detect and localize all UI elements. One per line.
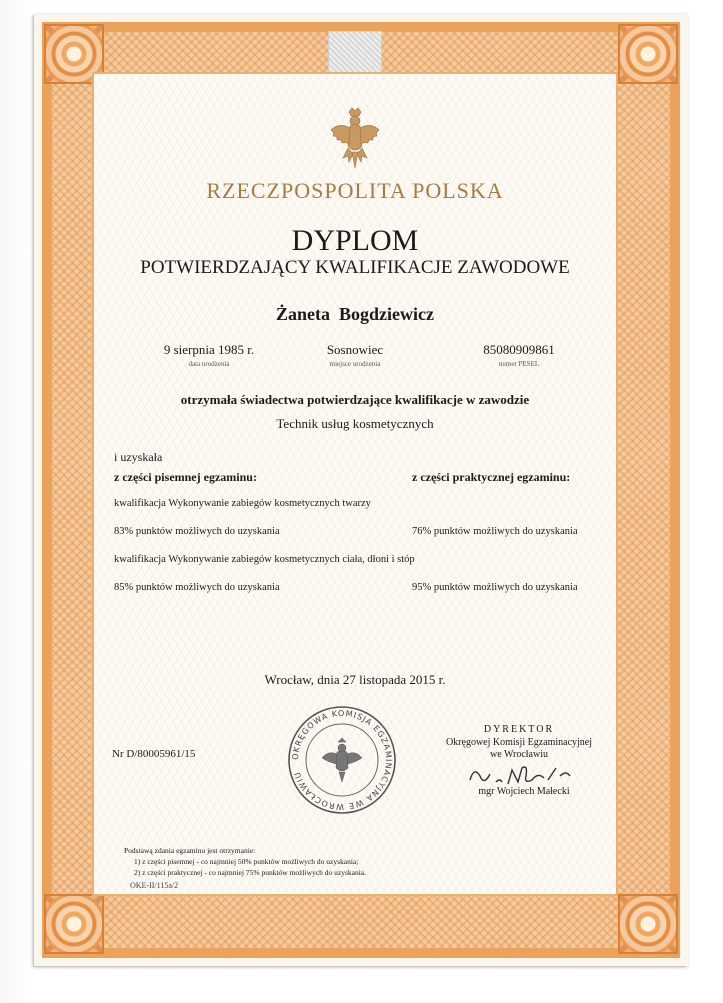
obtained-text: i uzyskała [114, 450, 163, 464]
birth-place: Sosnowiec [326, 342, 384, 357]
corner-ornament-bottom-right [618, 894, 678, 954]
polish-eagle-emblem-icon [329, 106, 381, 170]
signatory-institution-line2: we Wrocławiu [489, 749, 548, 760]
diploma-number: Nr D/80005961/15 [112, 748, 196, 760]
svg-text:OKRĘGOWA KOMISJA EGZAMINACYJNA: OKRĘGOWA KOMISJA EGZAMINACYJNA WE WROCŁAWIU [290, 708, 394, 812]
pesel-caption: numer PESEL [498, 360, 540, 368]
birth-date: 9 sierpnia 1985 r. [163, 342, 255, 357]
footer-rule-2: 2) z części praktycznej - co najmniej 75% punktów możliwych do uzyskania. [134, 868, 367, 877]
diploma-title: DYPLOM [291, 224, 419, 257]
diploma-document [34, 14, 688, 966]
country-name: RZECZPOSPOLITA POLSKA [206, 178, 504, 203]
pesel-number: 85080909861 [483, 342, 555, 357]
signatory-institution-line1: Okręgowej Komisji Egzaminacyjnej [445, 737, 593, 748]
practical-part-header: z części praktycznej egzaminu: [412, 470, 571, 484]
background-margin [0, 0, 34, 1003]
corner-ornament-bottom-left [44, 894, 104, 954]
issue-place-date: Wrocław, dnia 27 listopada 2015 r. [264, 672, 446, 687]
profession-text: Technik usług kosmetycznych [276, 416, 434, 431]
signatory-name: mgr Wojciech Małecki [478, 786, 570, 797]
footer-rule-1: 1) z części pisemnej - co najmniej 50% punktów możliwych do uzyskania; [134, 857, 359, 866]
corner-ornament-top-right [618, 24, 678, 84]
qualification-2-written-score: 85% punktów możliwych do uzyskania [114, 582, 280, 593]
holder-name: Żaneta Bogdziewicz [276, 304, 434, 324]
qualification-1-label: kwalifikacja Wykonywanie zabiegów kosmetycznych twarzy [114, 498, 371, 509]
qualification-2-label: kwalifikacja Wykonywanie zabiegów kosmetycznych ciała, dłoni i stóp [114, 554, 415, 565]
footer-basis: Podstawą zdania egzaminu jest otrzymanie: [124, 846, 256, 855]
form-code: OKE-II/115a/2 [130, 881, 179, 890]
birth-date-caption: data urodzenia [188, 360, 230, 368]
seal-ring-text [286, 704, 398, 816]
diploma-subtitle: POTWIERDZAJĄCY KWALIFIKACJE ZAWODOWE [140, 257, 570, 278]
qualification-1-written-score: 83% punktów możliwych do uzyskania [114, 526, 280, 537]
qualification-1-practical-score: 76% punktów możliwych do uzyskania [412, 526, 578, 537]
statement-text: otrzymała świadectwa potwierdzające kwalifikacje w zawodzie [180, 392, 530, 407]
hologram-sticker [328, 31, 382, 78]
signatory-role: DYREKTOR [483, 724, 555, 735]
diploma-content [92, 72, 618, 896]
written-part-header: z części pisemnej egzaminu: [114, 470, 257, 484]
official-seal [286, 704, 398, 816]
qualification-2-practical-score: 95% punktów możliwych do uzyskania [412, 582, 578, 593]
birth-place-caption: miejsce urodzenia [329, 360, 381, 368]
